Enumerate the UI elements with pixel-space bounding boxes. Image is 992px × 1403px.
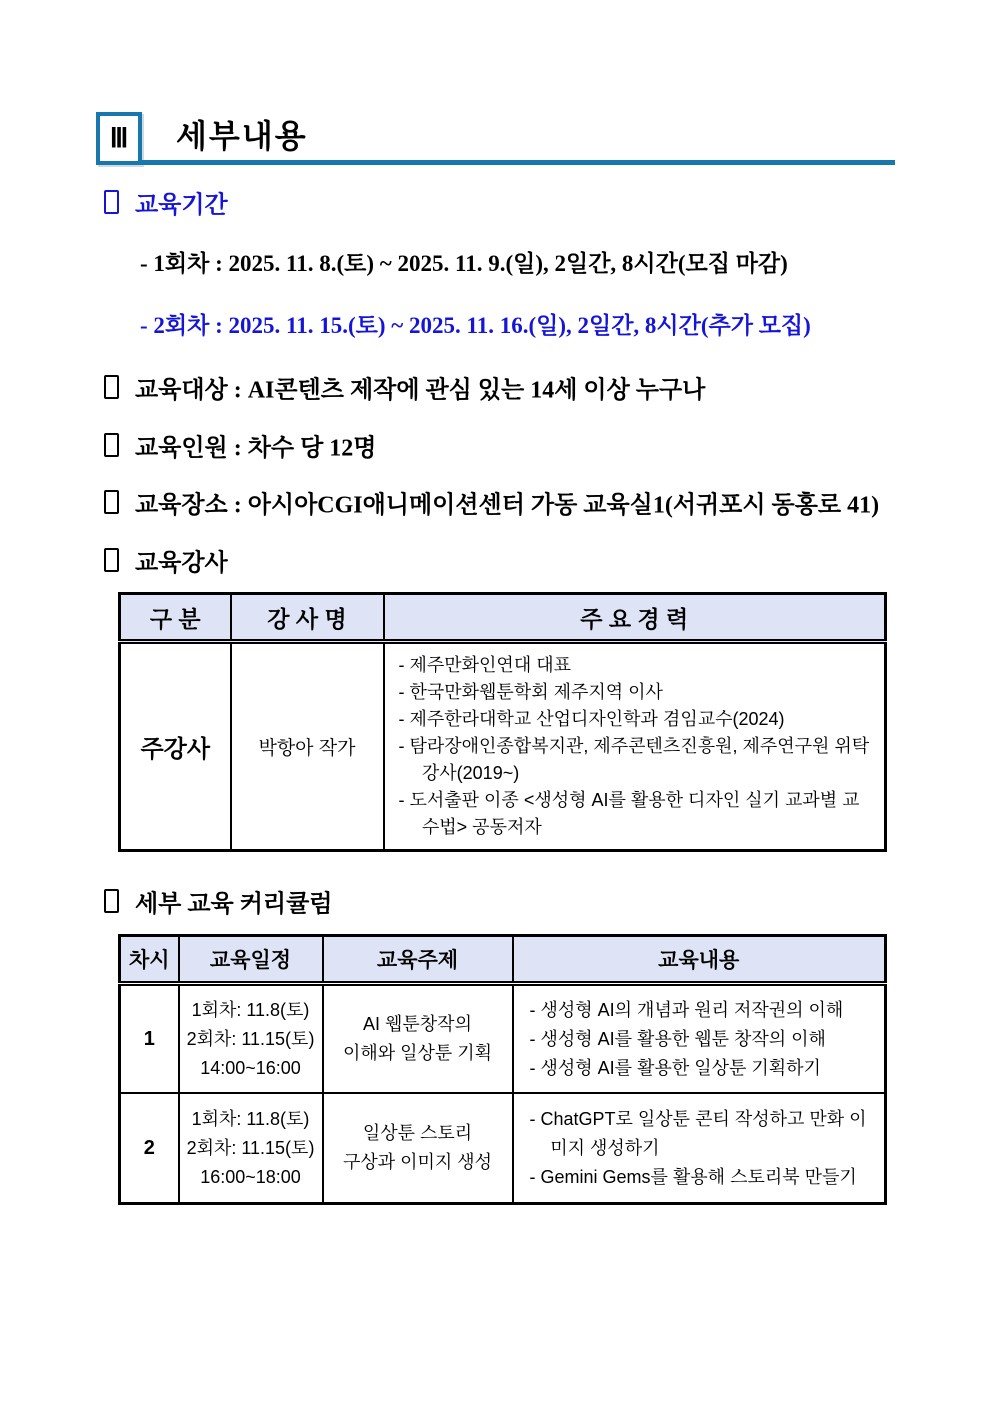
topic-line: 일상툰 스토리 — [362, 1123, 473, 1144]
instructor-table — [118, 592, 887, 852]
instructor-career-cell — [384, 642, 886, 851]
content-cell — [513, 1093, 886, 1203]
table-row — [120, 1093, 886, 1203]
content-item: - 생성형 AI를 활용한 일상툰 기획하기 — [529, 1057, 821, 1078]
instructor-label: 교육강사 — [135, 550, 228, 577]
table-row — [120, 983, 886, 1093]
career-item: - 제주만화인연대 대표 — [398, 655, 571, 676]
instructor-heading — [104, 545, 992, 580]
content-item: - ChatGPT로 일상툰 콘티 작성하고 만화 이미지 생성하기 — [529, 1108, 867, 1158]
content-cell — [513, 983, 886, 1093]
career-item: - 탐라장애인종합복지관, 제주콘텐츠진흥원, 제주연구원 위탁 강사(2019~) — [398, 736, 870, 784]
column-header-role: 구 분 — [120, 594, 231, 642]
topic-line: 구상과 이미지 생성 — [342, 1152, 493, 1173]
target-line — [104, 372, 992, 407]
career-item: - 한국만화웹툰학회 제주지역 이사 — [398, 682, 663, 703]
checkbox-icon — [104, 375, 119, 399]
session-2-line: - 2회차 : 2025. 11. 15.(토) ~ 2025. 11. 16.(일), 2일간, 8시간(추가 모집) — [140, 313, 811, 339]
checkbox-icon — [104, 490, 119, 514]
column-header-name: 강 사 명 — [231, 594, 384, 642]
headcount-line — [104, 430, 992, 465]
schedule-line: 1회차: 11.8(토) — [191, 999, 310, 1020]
checkbox-icon — [104, 548, 119, 572]
venue-text: 교육장소 : 아시아CGI애니메이션센터 가동 교육실1(서귀포시 동홍로 41) — [135, 492, 880, 519]
content-item: - Gemini Gems를 활용해 스토리북 만들기 — [529, 1166, 857, 1187]
topic-cell — [323, 983, 513, 1093]
column-header-career: 주 요 경 력 — [384, 594, 886, 642]
content-item: - 생성형 AI를 활용한 웹툰 창작의 이해 — [529, 1028, 826, 1049]
schedule-line: 16:00~18:00 — [200, 1166, 301, 1187]
title-underline — [142, 160, 895, 165]
curriculum-table-header-row — [120, 935, 886, 983]
career-item: - 제주한라대학교 산업디자인학과 겸임교수(2024) — [398, 709, 785, 730]
instructor-table-header-row — [120, 594, 886, 642]
topic-line: AI 웹툰창작의 — [363, 1014, 472, 1035]
topic-line: 이해와 일상툰 기획 — [342, 1043, 493, 1064]
checkbox-icon — [104, 889, 119, 913]
session-number: 1 — [120, 983, 179, 1093]
schedule-cell — [179, 1093, 323, 1203]
section-header — [96, 112, 895, 165]
schedule-line: 2회차: 11.15(토) — [186, 1137, 315, 1158]
headcount-text: 교육인원 : 차수 당 12명 — [135, 435, 377, 462]
schedule-cell — [179, 983, 323, 1093]
curriculum-table — [118, 934, 887, 1205]
section-number-box — [96, 112, 142, 165]
instructor-role: 주강사 — [120, 642, 231, 851]
checkbox-icon — [104, 433, 119, 457]
schedule-line: 14:00~16:00 — [200, 1057, 301, 1078]
schedule-line: 2회차: 11.15(토) — [186, 1028, 315, 1049]
period-label: 교육기간 — [135, 192, 228, 219]
session-1-line: - 1회차 : 2025. 11. 8.(토) ~ 2025. 11. 9.(일), 2일간, 8시간(모집 마감) — [140, 251, 788, 277]
curriculum-label: 세부 교육 커리큘럼 — [135, 891, 333, 918]
target-text: 교육대상 : AI콘텐츠 제작에 관심 있는 14세 이상 누구나 — [135, 377, 706, 404]
topic-cell — [323, 1093, 513, 1203]
venue-line — [104, 487, 992, 522]
content-item: - 생성형 AI의 개념과 원리 저작권의 이해 — [529, 999, 844, 1020]
instructor-name: 박항아 작가 — [231, 642, 384, 851]
column-header-schedule: 교육일정 — [179, 935, 323, 983]
section-number: Ⅲ — [109, 123, 129, 153]
session-number: 2 — [120, 1093, 179, 1203]
career-item: - 도서출판 이종 <생성형 AI를 활용한 디자인 실기 교과별 교수법> 공동저자 — [398, 790, 860, 838]
checkbox-icon — [104, 190, 119, 214]
page-title: 세부내용 — [176, 118, 308, 154]
column-header-topic: 교육주제 — [323, 935, 513, 983]
period-heading — [104, 187, 992, 222]
column-header-session-no: 차시 — [120, 935, 179, 983]
column-header-content: 교육내용 — [513, 935, 886, 983]
schedule-line: 1회차: 11.8(토) — [191, 1108, 310, 1129]
table-row — [120, 642, 886, 851]
curriculum-heading — [104, 886, 992, 921]
